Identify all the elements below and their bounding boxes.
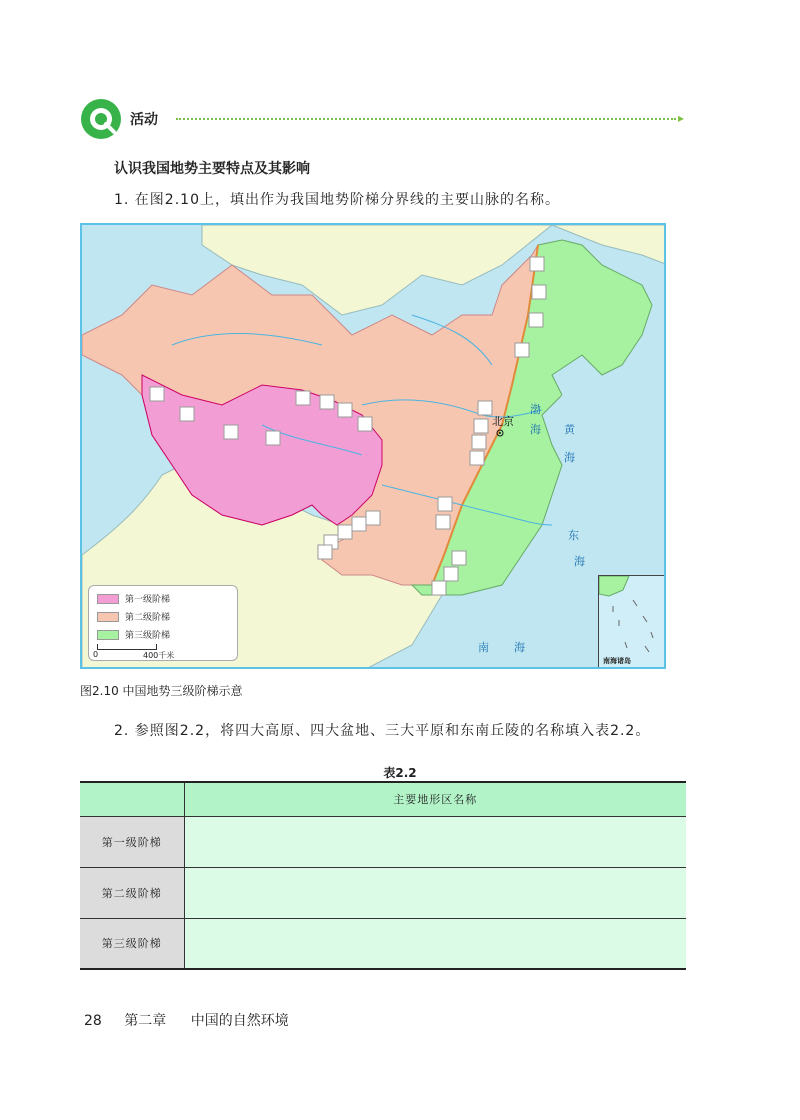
table-row <box>80 816 686 867</box>
legend-swatch <box>97 594 119 604</box>
sea-label: 海 <box>574 555 585 568</box>
table-caption: 表2.2 <box>383 766 417 780</box>
activity-divider <box>176 118 676 120</box>
step-label: 第三级阶梯 <box>80 918 184 969</box>
terrain-table <box>80 781 686 970</box>
chapter-label: 第二章 <box>124 1013 167 1029</box>
legend-label: 第二级阶梯 <box>125 613 171 623</box>
inset-label: 南海诸岛 <box>603 657 631 665</box>
table-header-corner <box>80 782 184 816</box>
figure-caption: 图2.10 中国地势三级阶梯示意 <box>80 684 243 698</box>
sea-label: 海 <box>514 641 525 654</box>
legend-row <box>97 628 229 644</box>
arrow-right-icon: ▸ <box>678 111 685 125</box>
answer-cell[interactable] <box>184 867 686 918</box>
table-header-row <box>80 782 686 816</box>
legend-label: 第三级阶梯 <box>125 631 171 641</box>
legend-swatch <box>97 612 119 622</box>
map-legend <box>88 585 238 661</box>
question-1: 1. 在图2.10上，填出作为我国地势阶梯分界线的主要山脉的名称。 <box>114 192 560 208</box>
step-label: 第二级阶梯 <box>80 867 184 918</box>
terrain-steps-map <box>80 223 666 669</box>
legend-swatch <box>97 630 119 640</box>
legend-row <box>97 592 229 608</box>
table-row <box>80 867 686 918</box>
beijing-label: 北京 <box>492 415 514 428</box>
legend-row <box>97 610 229 626</box>
page-number: 28 <box>84 1013 102 1029</box>
chapter-title: 中国的自然环境 <box>190 1013 289 1029</box>
sea-label: 海 <box>530 423 541 436</box>
table-row <box>80 918 686 969</box>
south-china-sea-inset <box>598 575 666 669</box>
activity-icon <box>80 98 122 140</box>
table-header-cell: 主要地形区名称 <box>184 782 686 816</box>
sea-label: 海 <box>564 451 575 464</box>
question-2: 2. 参照图2.2，将四大高原、四大盆地、三大平原和东南丘陵的名称填入表2.2。 <box>114 723 651 739</box>
sea-label: 渤 <box>530 403 541 416</box>
legend-label: 第一级阶梯 <box>125 595 171 605</box>
section-title: 认识我国地势主要特点及其影响 <box>114 161 310 177</box>
scale-distance: 400千米 <box>143 651 175 660</box>
scale-zero: 0 <box>93 650 99 659</box>
activity-header <box>80 98 690 140</box>
activity-label: 活动 <box>130 112 158 128</box>
sea-label: 南 <box>478 641 489 654</box>
sea-label: 黄 <box>564 423 575 436</box>
sea-label: 东 <box>568 529 579 542</box>
page-footer <box>84 1010 289 1030</box>
answer-cell[interactable] <box>184 918 686 969</box>
step-label: 第一级阶梯 <box>80 816 184 867</box>
answer-cell[interactable] <box>184 816 686 867</box>
